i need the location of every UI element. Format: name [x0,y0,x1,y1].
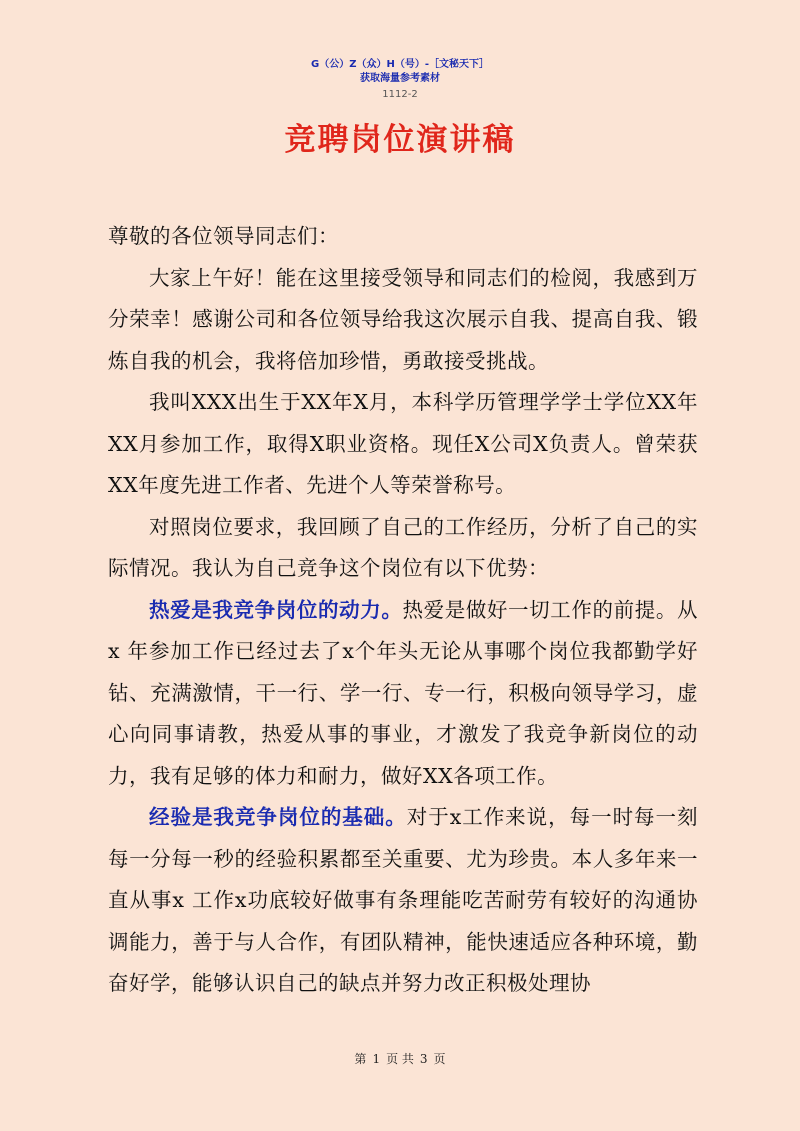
paragraph-passion [108,590,698,798]
salutation: 尊敬的各位领导同志们： [108,224,339,248]
page-footer [0,1050,800,1067]
header-line-2: 获取海量参考素材 [360,73,440,84]
header-line-3: 1112-2 [382,89,418,100]
document-body [108,216,698,1005]
paragraph-introduction: 我叫XXX出生于XX年X月，本科学历管理学学士学位XX年XX月参加工作，取得X职业资格。现任X公司X负责人。曾荣获XX年度先进工作者、先进个人等荣誉称号。 [108,390,698,497]
page-header [0,58,800,102]
header-line-1: G（公）Z（众）H（号）-［文秘天下］ [311,59,489,70]
footer-middle: 页 共 [386,1052,414,1066]
experience-heading: 经验是我竞争岗位的基础。 [149,805,407,829]
passion-text: 热爱是做好一切工作的前提。从x 年参加工作已经过去了x个年头无论从事哪个岗位我都勤学好钻、充满激情，干一行、学一行、专一行，积极向领导学习，虚心向同事请教，热爱从事的事业，才激发了我竞争新岗位的动力，我有足够的体力和耐力，做好XX各项工作。 [108,597,699,788]
passion-heading: 热爱是我竞争岗位的动力。 [149,597,403,622]
footer-suffix: 页 [433,1052,446,1066]
paragraph-greeting: 大家上午好！能在这里接受领导和同志们的检阅，我感到万分荣幸！感谢公司和各位领导给我这次展示自我、提高自我、锻炼自我的机会，我将倍加珍惜，勇敢接受挑战。 [108,265,698,373]
paragraph-experience [108,797,698,1005]
footer-prefix: 第 [354,1052,367,1066]
experience-text: 对于x工作来说，每一时每一刻每一分每一秒的经验积累都至关重要、尤为珍贵。本人多年来一直从事x 工作x功底较好做事有条理能吃苦耐劳有较好的沟通协调能力，善于与人合作，有团队精神，能快速适应各种环境，勤奋好学，能够认识自己的缺点并努力改正积极处理协 [108,805,699,995]
paragraph-self-review: 对照岗位要求，我回顾了自己的工作经历，分析了自己的实际情况。我认为自己竞争这个岗位有以下优势： [108,514,698,580]
document-title: 竞聘岗位演讲稿 [284,122,516,158]
footer-current-page: 1 [372,1052,381,1066]
footer-total-pages: 3 [419,1052,428,1066]
